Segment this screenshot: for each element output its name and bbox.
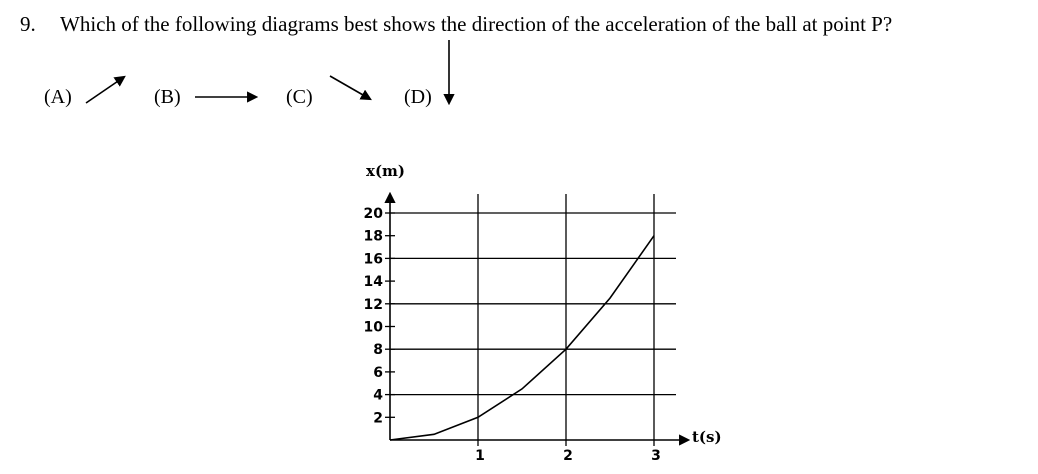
y-tick-label: 8 xyxy=(373,342,383,359)
question-text: Which of the following diagrams best shows the direction of the acceleration of the ball at point P? xyxy=(60,12,893,36)
x-tick-label: 1 xyxy=(475,448,485,464)
up-right-arrow-icon xyxy=(86,77,124,103)
y-tick-label: 4 xyxy=(373,387,383,404)
position-time-chart xyxy=(364,194,688,464)
option-a-label: (A) xyxy=(44,86,72,108)
question-number: 9. xyxy=(20,12,36,36)
option-c-label: (C) xyxy=(286,86,313,108)
down-right-arrow-icon xyxy=(330,76,370,99)
option-b-label: (B) xyxy=(154,86,181,108)
y-tick-label: 18 xyxy=(363,228,383,245)
data-series-line xyxy=(390,236,654,440)
y-tick-label: 12 xyxy=(363,296,383,313)
y-tick-label: 20 xyxy=(363,206,383,222)
y-tick-label: 6 xyxy=(373,364,383,381)
y-tick-label: 2 xyxy=(373,410,383,427)
y-tick-label: 14 xyxy=(363,274,383,291)
x-tick-label: 3 xyxy=(651,448,661,464)
y-axis-title: x(m) xyxy=(366,162,406,180)
x-tick-label: 2 xyxy=(563,448,573,464)
y-tick-label: 16 xyxy=(363,251,383,268)
x-axis-title: t(s) xyxy=(692,428,722,446)
option-d-label: (D) xyxy=(404,86,432,108)
y-tick-label: 10 xyxy=(363,319,383,336)
